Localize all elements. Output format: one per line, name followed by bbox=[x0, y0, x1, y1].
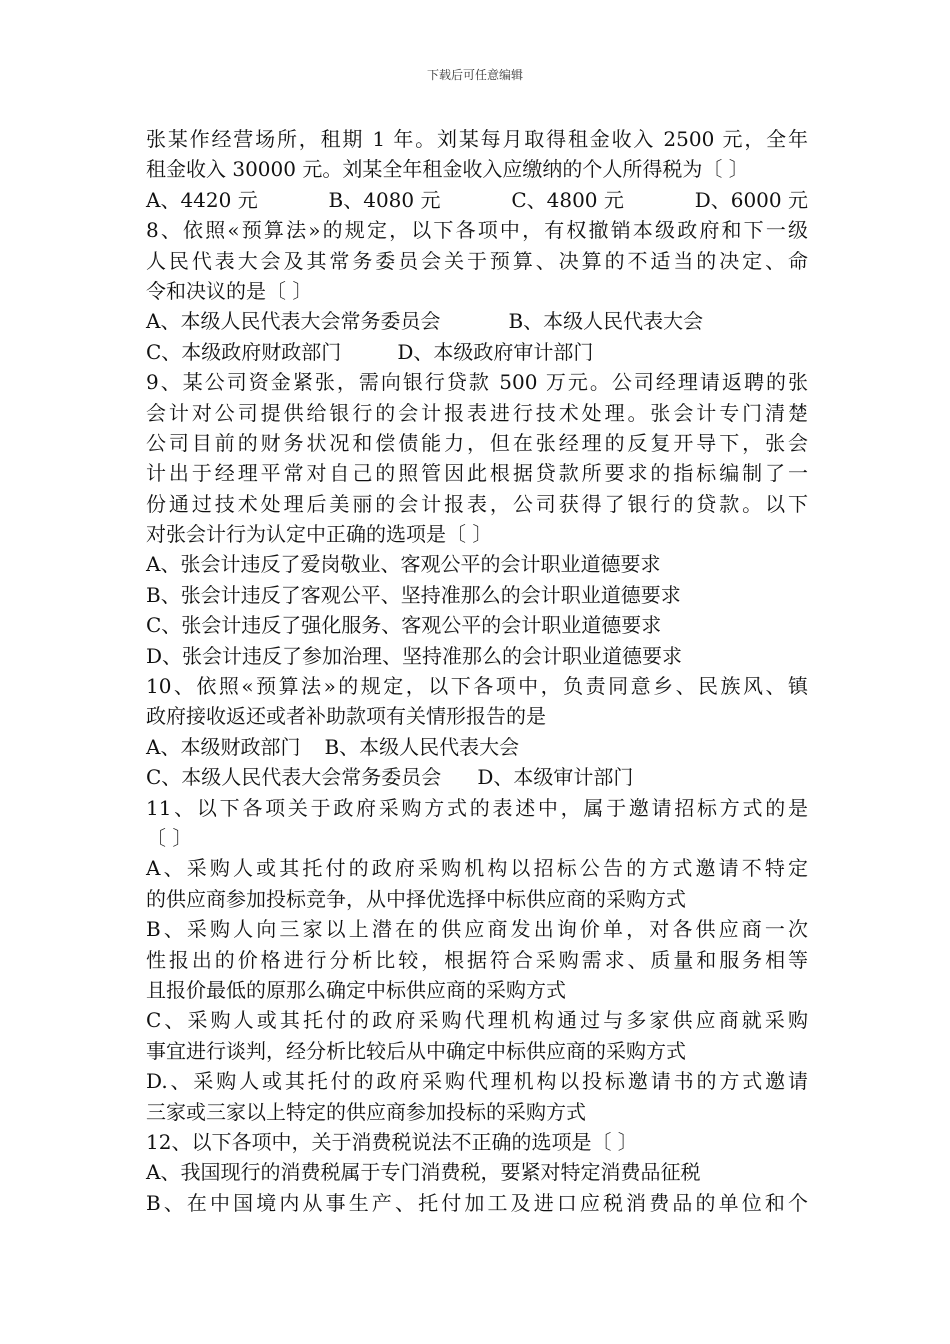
q11-option-c: C、采购人或其托付的政府采购代理机构通过与多家供应商就采购 bbox=[146, 1008, 808, 1033]
q7-option-d: D、6000 元 bbox=[694, 187, 808, 212]
text-line: 性报出的价格进行分析比较，根据符合采购需求、质量和服务相等 bbox=[146, 947, 808, 972]
text-line: 份通过技术处理后美丽的会计报表，公司获得了银行的贷款。以下 bbox=[146, 491, 808, 516]
text-line: 〔 〕 bbox=[146, 825, 193, 850]
question-11-text: 11、以下各项关于政府采购方式的表述中，属于邀请招标方式的是 bbox=[146, 795, 808, 820]
q11-option-a: A、采购人或其托付的政府采购机构以招标公告的方式邀请不特定 bbox=[146, 856, 808, 881]
q11-option-d: D.、采购人或其托付的政府采购代理机构以投标邀请书的方式邀请 bbox=[146, 1069, 808, 1094]
q7-option-c: C、4800 元 bbox=[511, 187, 624, 212]
q12-option-b: B、在中国境内从事生产、托付加工及进口应税消费品的单位和个 bbox=[146, 1190, 808, 1215]
text-line: 对张会计行为认定中正确的选项是〔 〕 bbox=[146, 522, 493, 547]
document-body bbox=[146, 124, 808, 1218]
text-line: 张某作经营场所，租期 1 年。刘某每月取得租金收入 2500 元，全年 bbox=[146, 127, 808, 151]
q8-options-row2 bbox=[146, 337, 808, 367]
q12-option-a: A、我国现行的消费税属于专门消费税，要紧对特定消费品征税 bbox=[146, 1160, 701, 1185]
q10-option-c: C、本级人民代表大会常务委员会 bbox=[146, 765, 442, 790]
q8-option-b: B、本级人民代表大会 bbox=[508, 309, 704, 334]
text-line: 租金收入 30000 元。刘某全年租金收入应缴纳的个人所得税为〔 〕 bbox=[146, 157, 749, 182]
q8-option-d: D、本级政府审计部门 bbox=[397, 339, 594, 364]
page-header-note: 下载后可任意编辑 bbox=[426, 68, 523, 82]
text-line: 事宜进行谈判，经分析比较后从中确定中标供应商的采购方式 bbox=[146, 1038, 686, 1063]
text-line: 的供应商参加投标竞争，从中择优选择中标供应商的采购方式 bbox=[146, 886, 686, 911]
text-line: 且报价最低的原那么确定中标供应商的采购方式 bbox=[146, 977, 566, 1002]
q9-option-a: A、张会计违反了爱岗敬业、客观公平的会计职业道德要求 bbox=[146, 552, 661, 577]
q9-option-b: B、张会计违反了客观公平、坚持准那么的会计职业道德要求 bbox=[146, 582, 681, 607]
question-10-text: 10、依照«预算法»的规定，以下各项中，负责同意乡、民族风、镇 bbox=[146, 674, 808, 699]
text-line: 三家或三家以上特定的供应商参加投标的采购方式 bbox=[146, 1099, 586, 1124]
q8-option-c: C、本级政府财政部门 bbox=[146, 339, 342, 364]
q10-option-d: D、本级审计部门 bbox=[477, 765, 634, 790]
q8-option-a: A、本级人民代表大会常务委员会 bbox=[146, 309, 441, 334]
q10-option-a: A、本级财政部门 bbox=[146, 734, 301, 759]
question-8-text: 8、依照«预算法»的规定，以下各项中，有权撤销本级政府和下一级 bbox=[146, 218, 808, 243]
text-line: 政府接收返还或者补助款项有关情形报告的是 bbox=[146, 704, 546, 729]
q9-option-d: D、张会计违反了参加治理、坚持准那么的会计职业道德要求 bbox=[146, 643, 683, 668]
text-line: 公司目前的财务状况和偿债能力，但在张经理的反复开导下，张会 bbox=[146, 430, 808, 455]
q9-option-c: C、张会计违反了强化服务、客观公平的会计职业道德要求 bbox=[146, 613, 662, 638]
q8-options-row1 bbox=[146, 306, 808, 336]
question-9-text: 9、某公司资金紧张，需向银行贷款 500 万元。公司经理请返聘的张 bbox=[146, 370, 808, 395]
q7-option-b: B、4080 元 bbox=[328, 187, 441, 212]
q10-options-row1 bbox=[146, 732, 808, 762]
text-line: 令和决议的是〔 〕 bbox=[146, 278, 313, 303]
q7-option-a: A、4420 元 bbox=[146, 187, 258, 212]
q10-options-row2 bbox=[146, 762, 808, 792]
text-line: 计出于经理平常对自己的照管因此根据贷款所要求的指标编制了一 bbox=[146, 461, 808, 486]
q11-option-b: B、采购人向三家以上潜在的供应商发出询价单，对各供应商一次 bbox=[146, 917, 808, 942]
q10-option-b: B、本级人民代表大会 bbox=[324, 734, 520, 759]
question-12-text: 12、以下各项中，关于消费税说法不正确的选项是〔 〕 bbox=[146, 1129, 638, 1154]
text-line: 会计对公司提供给银行的会计报表进行技术处理。张会计专门清楚 bbox=[146, 400, 808, 425]
q7-options bbox=[146, 185, 808, 215]
text-line: 人民代表大会及其常务委员会关于预算、决算的不适当的决定、命 bbox=[146, 248, 808, 273]
